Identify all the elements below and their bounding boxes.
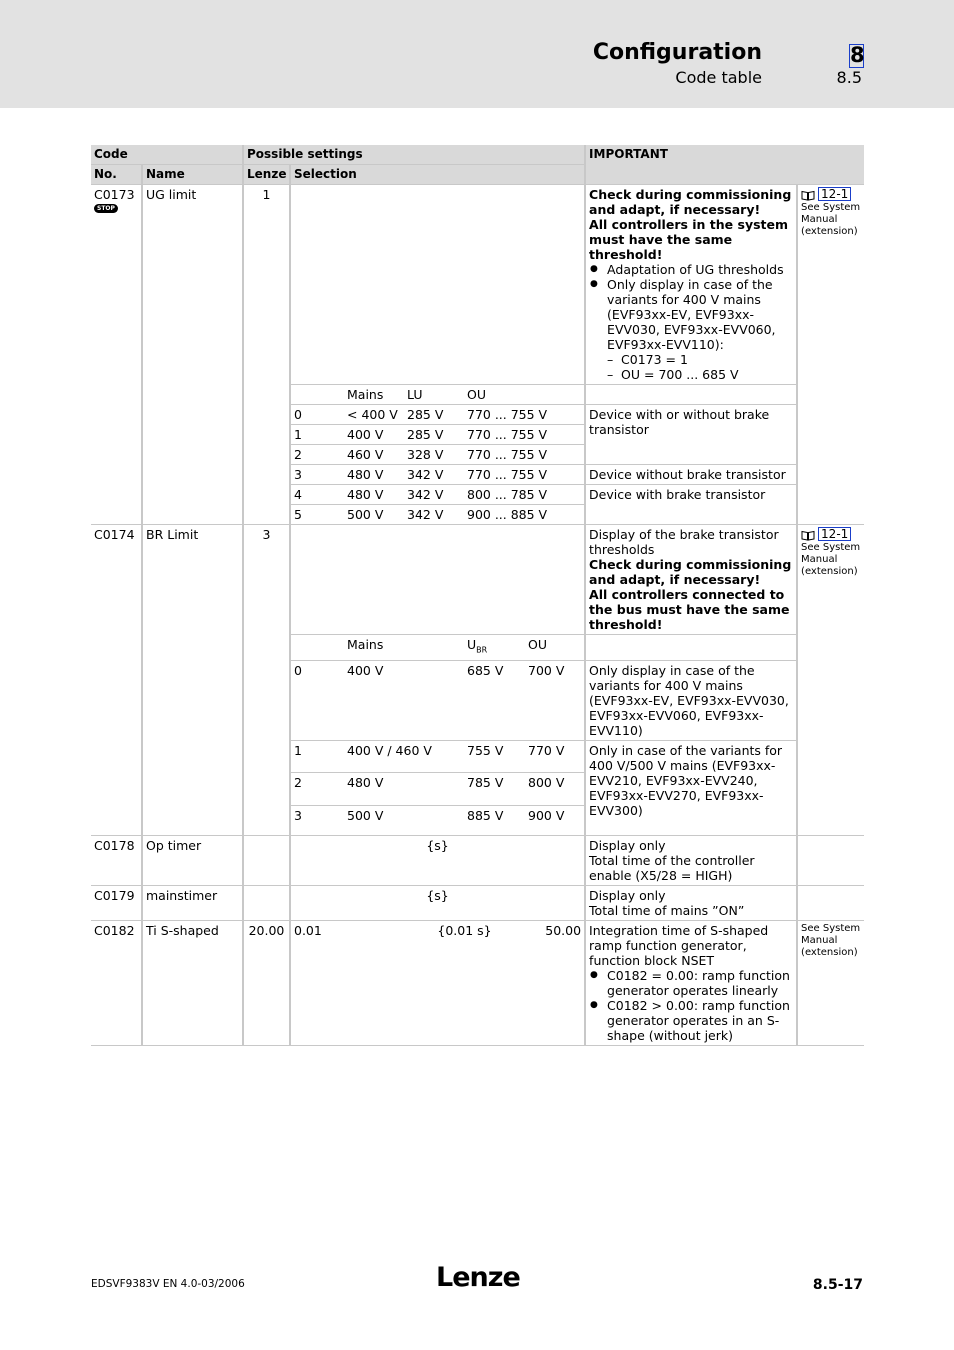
selection-value: 3 [290,805,344,835]
selection-value: 1 [290,740,344,772]
selection-value: 5 [290,505,344,525]
code-lenze: 1 [243,185,290,525]
bullet-list [589,262,793,352]
important-cell: Device with or without brake transistor [585,405,797,465]
reference-note: See System Manual (extension) [801,922,861,958]
header-selection: Selection [290,165,585,185]
code-lenze: 20.00 [243,920,290,1045]
ubr-value: 885 V [464,805,525,835]
important-text: Display of the brake transistor thresholds [589,527,779,557]
ou-value: 800 ... 785 V [464,485,585,505]
selection-value: 1 [290,425,344,445]
code-lenze [243,885,290,920]
important-cell [585,635,797,661]
unit-value: {s} [290,885,585,920]
document-id: EDSVF9383V EN 4.0-03/2006 [91,1278,245,1290]
reference-note: See System Manual (extension) [801,202,861,237]
lu-value: 285 V [404,405,464,425]
table-header-row-1 [91,145,864,165]
code-name: BR Limit [142,525,243,836]
code-name: UG limit [142,185,243,525]
ou-value: 900 V [525,805,585,835]
mains-value: 480 V [344,772,464,805]
selection-cell [290,525,585,635]
code-no: C0179 [91,885,142,920]
important-text: Total time of mains ”ON” [589,902,745,918]
mains-value: 400 V [344,660,464,740]
code-no: C0182 [91,920,142,1045]
important-cell [585,525,797,635]
lu-value: 342 V [404,465,464,485]
important-bold-text: All controllers connected to the bus must have the same threshold! [589,587,790,632]
code-no: C0174 [91,525,142,836]
chapter-title: Configuration [592,40,762,65]
mains-value: 480 V [344,465,404,485]
lu-value: 342 V [404,505,464,525]
ou-value: 800 V [525,772,585,805]
reference-cell [797,920,864,1045]
column-label [464,635,525,661]
list-item: ● Adaptation of UG thresholds [589,262,793,277]
lu-value: 285 V [404,425,464,445]
important-cell: Only display in case of the variants for 400 V mains (EVF93xx-EV, EVF93xx-EVV030, EVF93xx-EVV060, EVF93xx-EVV110) [585,660,797,740]
important-cell [585,185,797,385]
reference-cell [797,885,864,920]
ubr-value: 685 V [464,660,525,740]
header-possible-settings: Possible settings [243,145,585,165]
ou-value: 900 ... 885 V [464,505,585,525]
code-lenze [243,835,290,885]
important-cell [585,920,797,1045]
code-no-text: C0173 [94,187,135,202]
ou-value: 770 ... 755 V [464,465,585,485]
mains-value: 480 V [344,485,404,505]
selection-value: 3 [290,465,344,485]
important-bold-text: Check during commissioning and adapt, if necessary! [589,557,792,587]
section-title: Code table [675,68,762,87]
page-number: 8.5-17 [812,1277,863,1293]
unit-value: {0.01 s} [404,920,525,1045]
important-cell: Device without brake transistor [585,465,797,485]
mains-value: 500 V [344,505,404,525]
important-cell: Device with brake transistor [585,485,797,525]
chapter-number[interactable]: 8 [850,43,865,67]
column-label: Mains [344,635,464,661]
unit-value: {s} [290,835,585,885]
bullet-list [589,968,793,1043]
code-no [91,185,142,525]
selection-value: 0 [290,660,344,740]
min-value: 0.01 [290,920,404,1045]
list-item: – C0173 = 1 [589,352,793,367]
table-row [91,185,864,385]
page-reference-link[interactable]: 12-1 [818,527,851,541]
table-row [91,835,864,885]
code-name: Ti S-shaped [142,920,243,1045]
ubr-value: 755 V [464,740,525,772]
list-item: – OU = 700 ... 685 V [589,367,793,382]
mains-value: < 400 V [344,405,404,425]
ubr-subscript: BR [476,645,488,655]
selection-value: 0 [290,405,344,425]
selection-cell [290,385,344,405]
table-row [91,525,864,635]
header-code: Code [91,145,243,165]
header-no: No. [91,165,142,185]
important-text: Display only [589,837,666,853]
code-name: mainstimer [142,885,243,920]
header-lenze: Lenze [243,165,290,185]
important-text: Total time of the controller enable (X5/28 = HIGH) [589,852,755,883]
page-header [0,0,954,108]
reference-cell [797,185,864,525]
list-item: ● C0182 > 0.00: ramp function generator operates in an S-shape (without jerk) [589,998,793,1043]
code-lenze: 3 [243,525,290,836]
ou-value: 770 ... 755 V [464,405,585,425]
book-icon [801,190,815,201]
reference-note: See System Manual (extension) [801,542,861,577]
code-no: C0178 [91,835,142,885]
lenze-logo: Lenze [436,1262,520,1293]
ou-value: 770 V [525,740,585,772]
book-icon [801,530,815,541]
ou-value: 700 V [525,660,585,740]
lu-value: 328 V [404,445,464,465]
list-item: ● Only display in case of the variants for 400 V mains (EVF93xx-EV, EVF93xx-EVV030, EVF93xx-EVV060, EVF93xx-EVV110): [589,277,793,352]
lu-value: 342 V [404,485,464,505]
mains-value: 400 V / 460 V [344,740,464,772]
selection-value: 2 [290,772,344,805]
selection-cell [290,185,585,385]
important-cell [585,835,797,885]
column-label: OU [525,635,585,661]
important-bold-text: Check during commissioning and adapt, if necessary! [589,187,792,217]
table-row [91,920,864,1045]
reference-cell [797,835,864,885]
important-text: Integration time of S-shaped ramp function generator, function block NSET [589,922,769,968]
table-row [91,885,864,920]
important-cell [585,885,797,920]
mains-value: 400 V [344,425,404,445]
ubr-value: 785 V [464,772,525,805]
column-label: LU [404,385,464,405]
reference-cell [797,525,864,836]
important-cell [585,385,797,405]
column-label: Mains [344,385,404,405]
mains-value: 460 V [344,445,404,465]
section-number: 8.5 [836,68,862,87]
list-item: ● C0182 = 0.00: ramp function generator operates linearly [589,968,793,998]
stop-icon: STOP [94,204,118,213]
dash-list [589,352,793,382]
page-reference-link[interactable]: 12-1 [818,187,851,201]
important-cell: Only in case of the variants for 400 V/500 V mains (EVF93xx-EVV210, EVF93xx-EVV240, EVF93xx-EVV270, EVF93xx-EVV300) [585,740,797,835]
code-table [91,145,864,1046]
ubr-label: U [467,637,477,652]
column-label: OU [464,385,585,405]
selection-value: 2 [290,445,344,465]
important-text: Display only [589,887,666,903]
selection-value: 4 [290,485,344,505]
selection-cell [290,635,344,661]
mains-value: 500 V [344,805,464,835]
max-value: 50.00 [525,920,585,1045]
code-name: Op timer [142,835,243,885]
ou-value: 770 ... 755 V [464,425,585,445]
header-important: IMPORTANT [585,145,864,185]
important-bold-text: All controllers in the system must have the same threshold! [589,217,789,262]
header-name: Name [142,165,243,185]
ou-value: 770 ... 755 V [464,445,585,465]
